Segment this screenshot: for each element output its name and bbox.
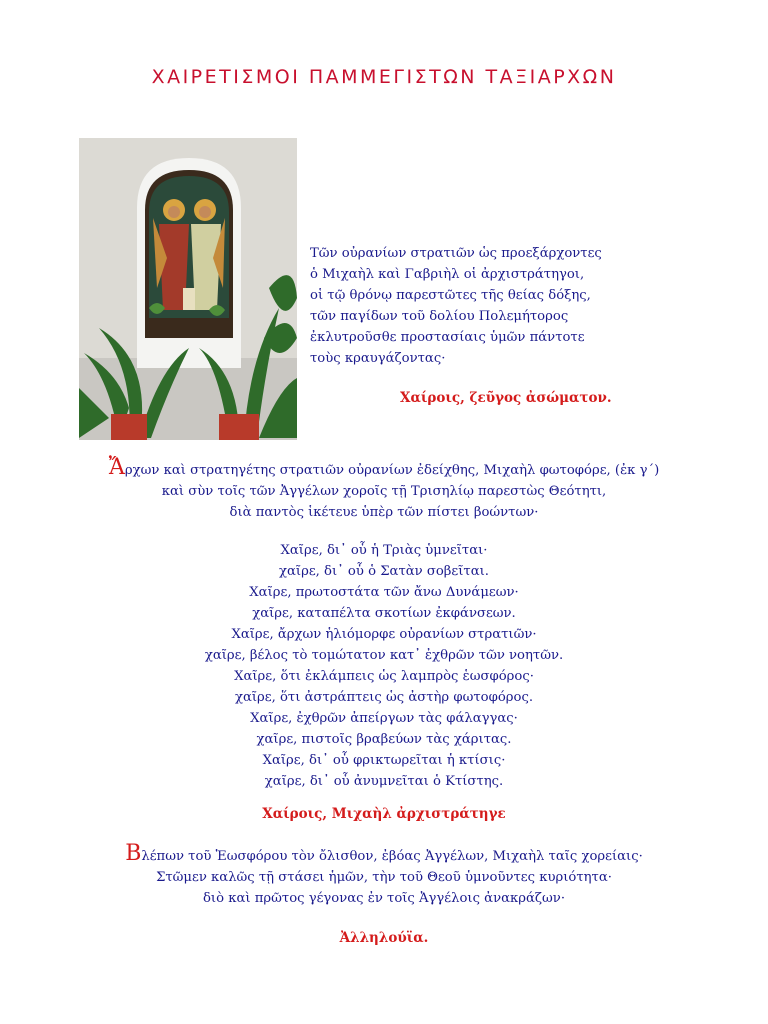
stanza-b [0,841,768,909]
chairetismos-line: Χαῖρε, πρωτοστάτα τῶν ἄνω Δυνάμεων· [249,585,519,600]
intro-line: ἐκλυτροῦσθε προστασίαις ὑμῶν πάντοτε [310,330,585,345]
chairetismos-line: χαῖρε, βέλος τὸ τομώτατον κατ᾽ ἐχθρῶν τῶν νοητῶν. [204,648,564,663]
chairetismos-line: χαῖρε, πιστοῖς βραβεύων τὰς χάριτας. [256,732,512,747]
stanza-line: Στῶμεν καλῶς τῇ στάσει ἡμῶν, τὴν τοῦ Θεοῦ ὑμνοῦντες κυριότητα· [156,870,612,885]
stanza-first-line-text: λέπων τοῦ Ἑωσφόρου τὸν ὄλισθον, ἐβόας Ἀγγέλων, Μιχαὴλ ταῖς χορείαις· [141,849,643,864]
chairetismos-line: χαῖρε, καταπέλτα σκοτίων ἐκφάνσεων. [252,606,516,621]
intro-refrain: Χαίροις, ζεῦγος ἀσώματον. [400,390,612,406]
intro-line: ὁ Μιχαὴλ καὶ Γαβριὴλ οἱ ἀρχιστράτηγοι, [310,267,585,282]
dropcap: Ἄ [108,455,125,480]
intro-line: Τῶν οὐρανίων στρατιῶν ὡς προεξάρχοντες [310,246,602,261]
chairetismoi-list [0,540,768,792]
chairetismos-line: Χαῖρε, δι᾽ οὗ ἡ Τριὰς ὑμνεῖται· [280,543,488,558]
intro-verses [310,243,730,369]
page-title: ΧΑΙΡΕΤΙΣΜΟΙ ΠΑΜΜΕΓΙΣΤΩΝ ΤΑΞΙΑΡΧΩΝ [151,66,617,88]
stanza-line: διὰ παντὸς ἱκέτευε ὑπὲρ τῶν πίστει βοώντων· [229,505,539,520]
intro-line: τῶν παγίδων τοῦ δολίου Πολεμήτορος [310,309,569,324]
icon-photo [79,138,297,440]
stanza-first-line [0,455,768,481]
refrain-a: Χαίροις, Μιχαὴλ ἀρχιστράτηγε [262,806,506,822]
stanza-first-line-text: ρχων καὶ στρατηγέτης στρατιῶν οὐρανίων ἐδείχθης, Μιχαὴλ φωτοφόρε, (ἐκ γ΄) [124,463,660,478]
dropcap: Β [125,841,142,866]
chairetismos-line: Χαῖρε, ἐχθρῶν ἀπείργων τὰς φάλαγγας· [250,711,518,726]
chairetismos-line: Χαῖρε, δι᾽ οὗ φρικτωρεῖται ἡ κτίσις· [262,753,506,768]
chairetismos-line: Χαῖρε, ὅτι ἐκλάμπεις ὡς λαμπρὸς ἑωσφόρος· [234,669,534,684]
intro-line: οἱ τῷ θρόνῳ παρεστῶτες τῆς θείας δόξης, [310,288,591,303]
intro-line: τοὺς κραυγάζοντας· [310,351,446,366]
chairetismos-line: χαῖρε, δι᾽ οὗ ἀνυμνεῖται ὁ Κτίστης. [264,774,504,789]
chairetismos-line: Χαῖρε, ἄρχων ἡλιόμορφε οὐρανίων στρατιῶν· [231,627,537,642]
stanza-a [0,455,768,523]
stanza-first-line [0,841,768,867]
icon-niche-image [79,138,297,440]
stanza-line: διὸ καὶ πρῶτος γέγονας ἐν τοῖς Ἀγγέλοις ἀνακράζων· [202,891,566,906]
refrain-b: Ἀλληλούϊα. [339,930,429,946]
stanza-line: καὶ σὺν τοῖς τῶν Ἀγγέλων χοροῖς τῇ Τρισηλίῳ παρεστὼς Θεότητι, [161,484,607,499]
chairetismos-line: χαῖρε, ὅτι ἀστράπτεις ὡς ἀστὴρ φωτοφόρος. [234,690,534,705]
chairetismos-line: χαῖρε, δι᾽ οὗ ὁ Σατὰν σοβεῖται. [279,564,489,579]
